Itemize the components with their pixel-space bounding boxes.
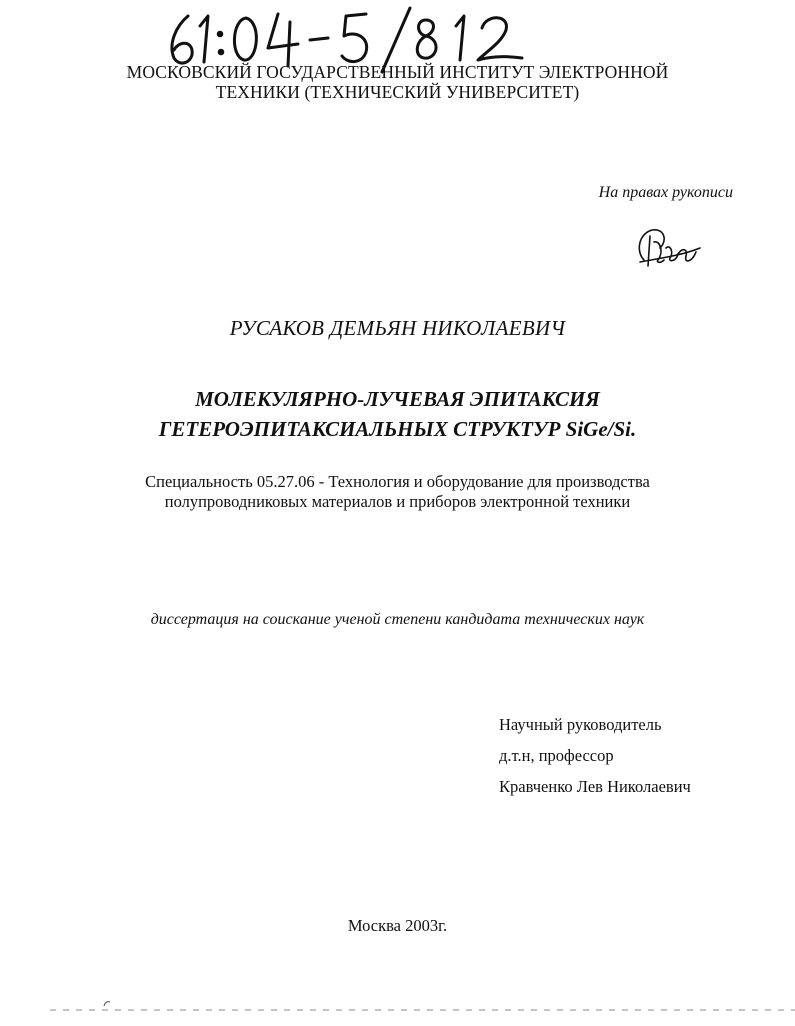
institution-header xyxy=(0,62,795,102)
dashes-drawing xyxy=(50,1005,795,1015)
author-signature xyxy=(630,222,710,272)
institution-line-2: ТЕХНИКИ (ТЕХНИЧЕСКИЙ УНИВЕРСИТЕТ) xyxy=(215,82,580,102)
dissertation-degree-note: диссертация на соискание ученой степени кандидата технических наук xyxy=(150,611,645,628)
specialty-line-2: полупроводниковых материалов и приборов электронной техники xyxy=(164,492,631,511)
manuscript-rights-note: На правах рукописи xyxy=(598,184,733,201)
supervisor-block xyxy=(499,709,691,802)
supervisor-degree: д.т.н, профессор xyxy=(499,746,614,765)
signature-drawing xyxy=(630,222,710,272)
title-line-2: ГЕТЕРОЭПИТАКСИАЛЬНЫХ СТРУКТУР SiGe/Si. xyxy=(158,417,637,441)
scan-edge-dashes xyxy=(50,1002,795,1012)
institution-line-1: МОСКОВСКИЙ ГОСУДАРСТВЕННЫЙ ИНСТИТУТ ЭЛЕКТРОННОЙ xyxy=(126,62,669,82)
author-name: РУСАКОВ ДЕМЬЯН НИКОЛАЕВИЧ xyxy=(229,316,566,340)
specialty-line-1: Специальность 05.27.06 - Технология и оборудование для производства xyxy=(145,472,650,491)
title-line-1: МОЛЕКУЛЯРНО-ЛУЧЕВАЯ ЭПИТАКСИЯ xyxy=(195,387,600,411)
dissertation-title xyxy=(0,384,795,444)
scan-speck xyxy=(102,994,112,1002)
specialty-description xyxy=(0,472,795,512)
supervisor-role: Научный руководитель xyxy=(499,715,662,734)
city-year: Москва 2003г. xyxy=(347,916,448,935)
supervisor-name: Кравченко Лев Николаевич xyxy=(499,777,691,796)
